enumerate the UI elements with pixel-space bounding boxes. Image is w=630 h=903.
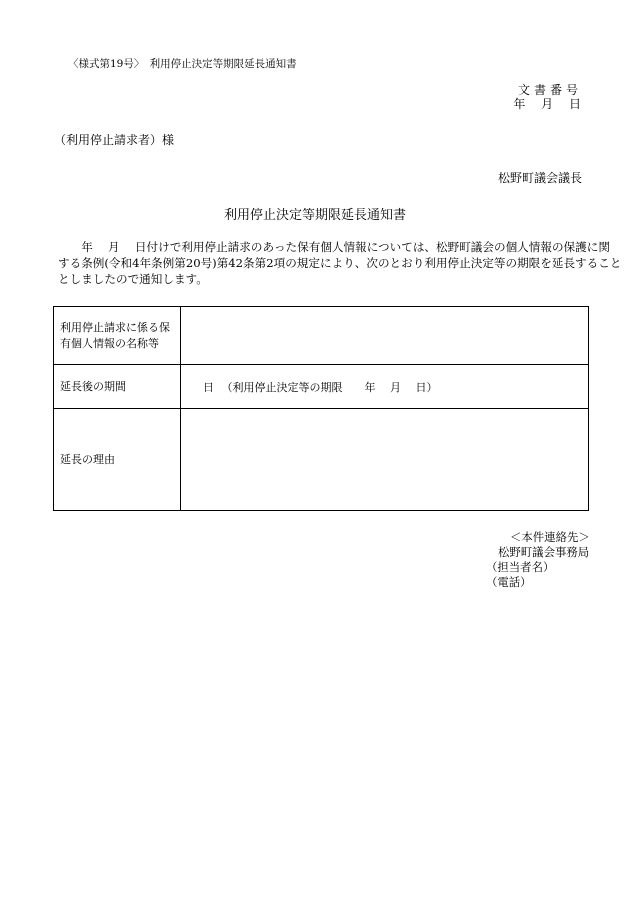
contact-person: （担当者名） bbox=[486, 560, 555, 574]
period-day: 日 bbox=[203, 380, 214, 394]
row-value-info-name bbox=[181, 307, 589, 365]
contact-heading: ＜本件連絡先＞ bbox=[510, 530, 590, 544]
table-row bbox=[54, 365, 589, 409]
table-row bbox=[54, 307, 589, 365]
issuer: 松野町議会議長 bbox=[497, 171, 582, 185]
body-line: 年 月 日付けで利用停止請求のあった保有個人情報については、松野町議会の個人情報の保護に関 bbox=[58, 240, 610, 254]
contact-office: 松野町議会事務局 bbox=[498, 545, 590, 559]
addressee: （利用停止請求者）様 bbox=[54, 133, 175, 147]
form-number: 〈様式第19号〉 利用停止決定等期限延長通知書 bbox=[68, 58, 297, 70]
body-paragraph bbox=[58, 239, 622, 287]
info-table bbox=[53, 306, 589, 511]
row-label-extended-period: 延長後の期間 bbox=[54, 365, 181, 409]
body-line: としましたので通知します。 bbox=[58, 272, 208, 286]
table-row bbox=[54, 409, 589, 511]
body-line: する条例(令和4年条例第20号)第42条第2項の規定により、次のとおり利用停止決定等の期限を延長すること bbox=[58, 256, 622, 270]
contact-block bbox=[486, 530, 590, 590]
row-value-extension-reason bbox=[181, 409, 589, 511]
document-number-label: 文書番号 bbox=[517, 83, 582, 97]
document-title: 利用停止決定等期限延長通知書 bbox=[223, 208, 406, 223]
period-deadline-note: （利用停止決定等の期限 年 月 日） bbox=[221, 380, 438, 394]
row-value-extended-period bbox=[181, 365, 589, 409]
row-label-extension-reason: 延長の理由 bbox=[54, 409, 181, 511]
date-line: 年 月 日 bbox=[513, 97, 582, 111]
contact-phone: （電話） bbox=[486, 575, 532, 589]
row-label-info-name: 利用停止請求に係る保有個人情報の名称等 bbox=[54, 307, 181, 365]
